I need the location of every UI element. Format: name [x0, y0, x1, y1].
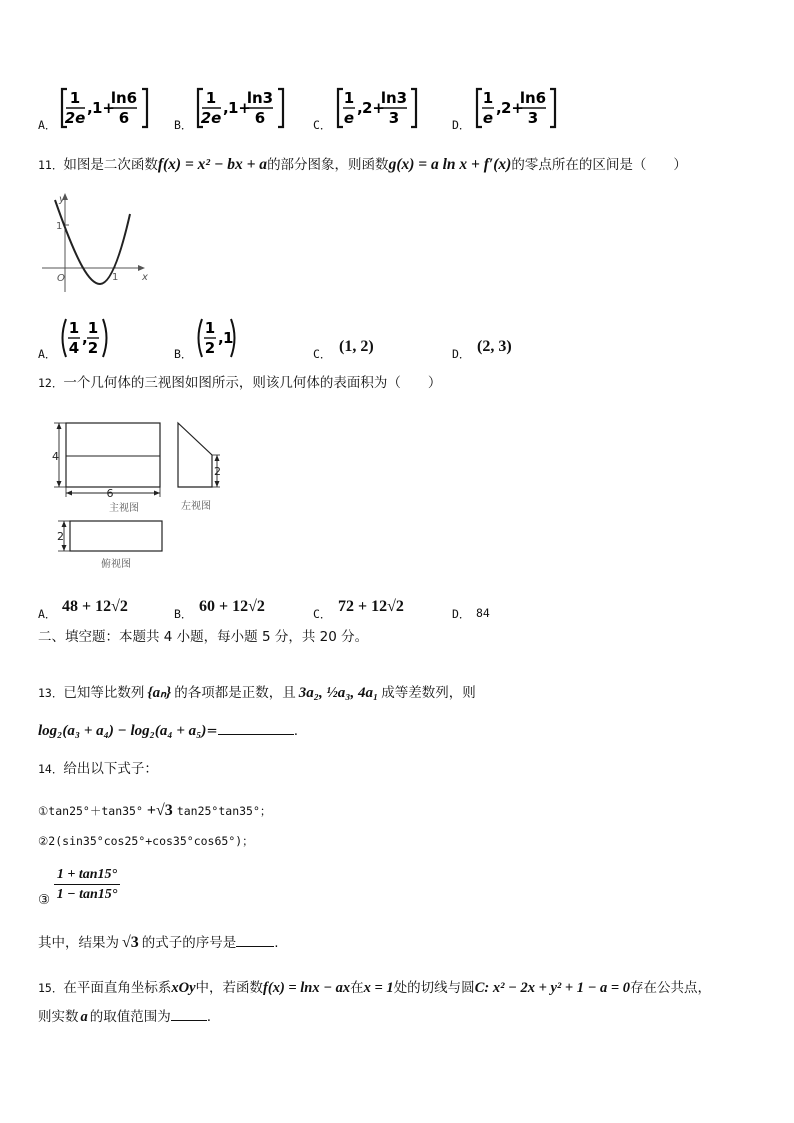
- q11-formula-f: f(x) = x² − bx + a: [157, 156, 268, 173]
- q12-option-d-label: D．: [452, 607, 471, 621]
- q14-number: 14．: [38, 762, 64, 776]
- x-axis-arrow: [138, 265, 145, 271]
- q14-conclusion: 其中，结果为 √3 的式子的序号是 .: [38, 934, 279, 951]
- q10-option-a-expr: [58, 86, 154, 130]
- q13-expression-line: log₂(a₃ + a₄) − log₂(a₄ + a₅)= .: [38, 723, 298, 739]
- q11-option-a-label: A．: [38, 347, 57, 361]
- q12-option-a-expr: 48 + 12√2: [62, 598, 128, 615]
- svg-text:3: 3: [388, 109, 400, 127]
- svg-text:,: ,: [223, 99, 229, 117]
- q11-parabola-graph: [38, 188, 156, 296]
- q14-item-3-denominator: 1 − tan15°: [56, 887, 118, 902]
- parabola-curve: [55, 200, 130, 284]
- left-view-label: 左视图: [181, 501, 211, 512]
- left-view-shape: [178, 423, 212, 487]
- dim-width: 6: [106, 487, 114, 500]
- q14-item-1: ①tan25°＋tan35° +√3 tan25°tan35°；: [38, 802, 272, 819]
- q12-number: 12．: [38, 376, 64, 390]
- q14-answer-blank[interactable]: [236, 946, 274, 947]
- q10-a-head: 1+: [92, 99, 116, 117]
- q10-option-c-label: C．: [313, 118, 332, 132]
- svg-text:2+: 2+: [501, 99, 525, 117]
- q14-item-3-label: ③: [38, 892, 51, 908]
- q15-point: x = 1: [363, 980, 394, 996]
- q10-a-num1: 1: [69, 89, 81, 107]
- svg-text:1+: 1+: [228, 99, 252, 117]
- graph-y-tick-label: 1: [56, 221, 63, 232]
- dim-top: 2: [57, 530, 64, 543]
- section-heading: 二、填空题：本题共 4 小题，每小题 5 分，共 20 分。: [38, 629, 369, 645]
- q15-xoy: xOy: [171, 980, 196, 996]
- q13-number: 13．: [38, 686, 64, 700]
- svg-text:e: e: [343, 109, 355, 127]
- svg-text:1: 1: [204, 319, 216, 337]
- front-view-rect: [66, 423, 160, 487]
- q11-option-b-expr: [194, 316, 240, 360]
- svg-text:,: ,: [82, 329, 88, 347]
- q12-option-c-expr: 72 + 12√2: [338, 598, 404, 615]
- q15-answer-blank[interactable]: [171, 1020, 207, 1021]
- q13-sequence: {aₙ}: [147, 685, 172, 701]
- q10-option-d-label: D．: [452, 118, 471, 132]
- top-view-label: 俯视图: [101, 559, 131, 570]
- svg-text:6: 6: [254, 109, 266, 127]
- q15-number: 15．: [38, 981, 64, 995]
- svg-text:,: ,: [357, 99, 363, 117]
- q12-option-c-label: C．: [313, 607, 332, 621]
- q11-option-b-label: B．: [174, 347, 193, 361]
- q11-number: 11．: [38, 158, 64, 172]
- q14-item-3-numerator: 1 + tan15°: [56, 867, 118, 882]
- q11-option-a-expr: [58, 316, 114, 360]
- q10-option-a-label: A．: [38, 118, 57, 132]
- q15-var-a: a: [80, 1009, 88, 1025]
- q10-option-b-expr: [194, 86, 290, 130]
- q13-log-expression: log₂(a₃ + a₄) − log₂(a₄ + a₅): [38, 723, 207, 739]
- q12-stem: 12．一个几何体的三视图如图所示，则该几何体的表面积为（ ）: [38, 375, 442, 391]
- svg-text:2e: 2e: [200, 109, 222, 127]
- q10-option-c-expr: [334, 86, 424, 130]
- q15-function: f(x) = lnx − ax: [263, 980, 351, 996]
- q14-sqrt3: √3: [122, 934, 139, 951]
- svg-text:1: 1: [482, 89, 494, 107]
- svg-text:ln3: ln3: [246, 89, 274, 107]
- q13-answer-blank[interactable]: [218, 734, 294, 735]
- q10-option-b-label: B．: [174, 118, 193, 132]
- svg-text:1: 1: [223, 329, 234, 347]
- q12-option-b-label: B．: [174, 607, 193, 621]
- svg-text:2+: 2+: [362, 99, 386, 117]
- svg-text:3: 3: [527, 109, 539, 127]
- q12-option-d-expr: 84: [476, 606, 490, 620]
- q11-option-c-expr: (1, 2): [339, 338, 374, 355]
- q13-stem: 13．已知等比数列 {aₙ} 的各项都是正数，且 3a₂, ½a₃, 4a₁ 成等差数列，则: [38, 685, 476, 701]
- graph-y-label: y: [59, 194, 65, 205]
- dim-left: 2: [214, 465, 221, 478]
- svg-text:,: ,: [496, 99, 502, 117]
- front-view-label: 主视图: [109, 503, 139, 514]
- top-view-rect: [70, 521, 162, 551]
- q12-option-b-expr: 60 + 12√2: [199, 598, 265, 615]
- q15-circle: C: x² − 2x + y² + 1 − a = 0: [474, 980, 631, 996]
- q14-item-3-fraction: [54, 866, 120, 903]
- svg-text:2: 2: [87, 339, 99, 357]
- graph-x-label: x: [142, 272, 148, 283]
- q14-stem: 14．给出以下式子：: [38, 761, 158, 777]
- q13-terms: 3a₂, ½a₃, 4a₁: [298, 685, 379, 701]
- q11-option-d-expr: (2, 3): [477, 338, 512, 355]
- q11-option-c-label: C．: [313, 347, 332, 361]
- svg-text:1: 1: [205, 89, 217, 107]
- q11-formula-g: g(x) = a ln x + f′(x): [388, 156, 512, 173]
- q10-a-den2: 6: [118, 109, 130, 127]
- svg-text:ln6: ln6: [519, 89, 547, 107]
- q11-stem: 11．如图是二次函数f(x) = x² − bx + a的部分图象，则函数g(x) = a ln x + f′(x)的零点所在的区间是（ ）: [38, 156, 687, 173]
- svg-text:ln3: ln3: [380, 89, 408, 107]
- graph-x-tick-label: 1: [112, 272, 119, 283]
- svg-text:1: 1: [343, 89, 355, 107]
- dim-height: 4: [52, 450, 59, 463]
- q12-option-a-label: A．: [38, 607, 57, 621]
- q10-a-num2: ln6: [110, 89, 138, 107]
- q12-three-views: [40, 415, 230, 575]
- svg-text:e: e: [482, 109, 494, 127]
- svg-text:2: 2: [204, 339, 216, 357]
- graph-origin-label: O: [57, 273, 65, 284]
- svg-text:4: 4: [68, 339, 80, 357]
- svg-text:1: 1: [68, 319, 80, 337]
- q14-item-2: ②2(sin35°cos25°+cos35°cos65°)；: [38, 834, 254, 848]
- svg-text:,: ,: [87, 99, 93, 117]
- svg-text:,: ,: [218, 329, 224, 347]
- svg-text:1: 1: [87, 319, 99, 337]
- q15-stem-line-1: 15．在平面直角坐标系xOy中，若函数f(x) = lnx − ax在x = 1处的切线与圆C: x² − 2x + y² + 1 − a = 0存在公共点，: [38, 980, 712, 996]
- q10-option-d-expr: [473, 86, 563, 130]
- q10-a-den1: 2e: [64, 109, 86, 127]
- q15-stem-line-2: 则实数 a 的取值范围为 .: [38, 1009, 212, 1025]
- q11-option-d-label: D．: [452, 347, 471, 361]
